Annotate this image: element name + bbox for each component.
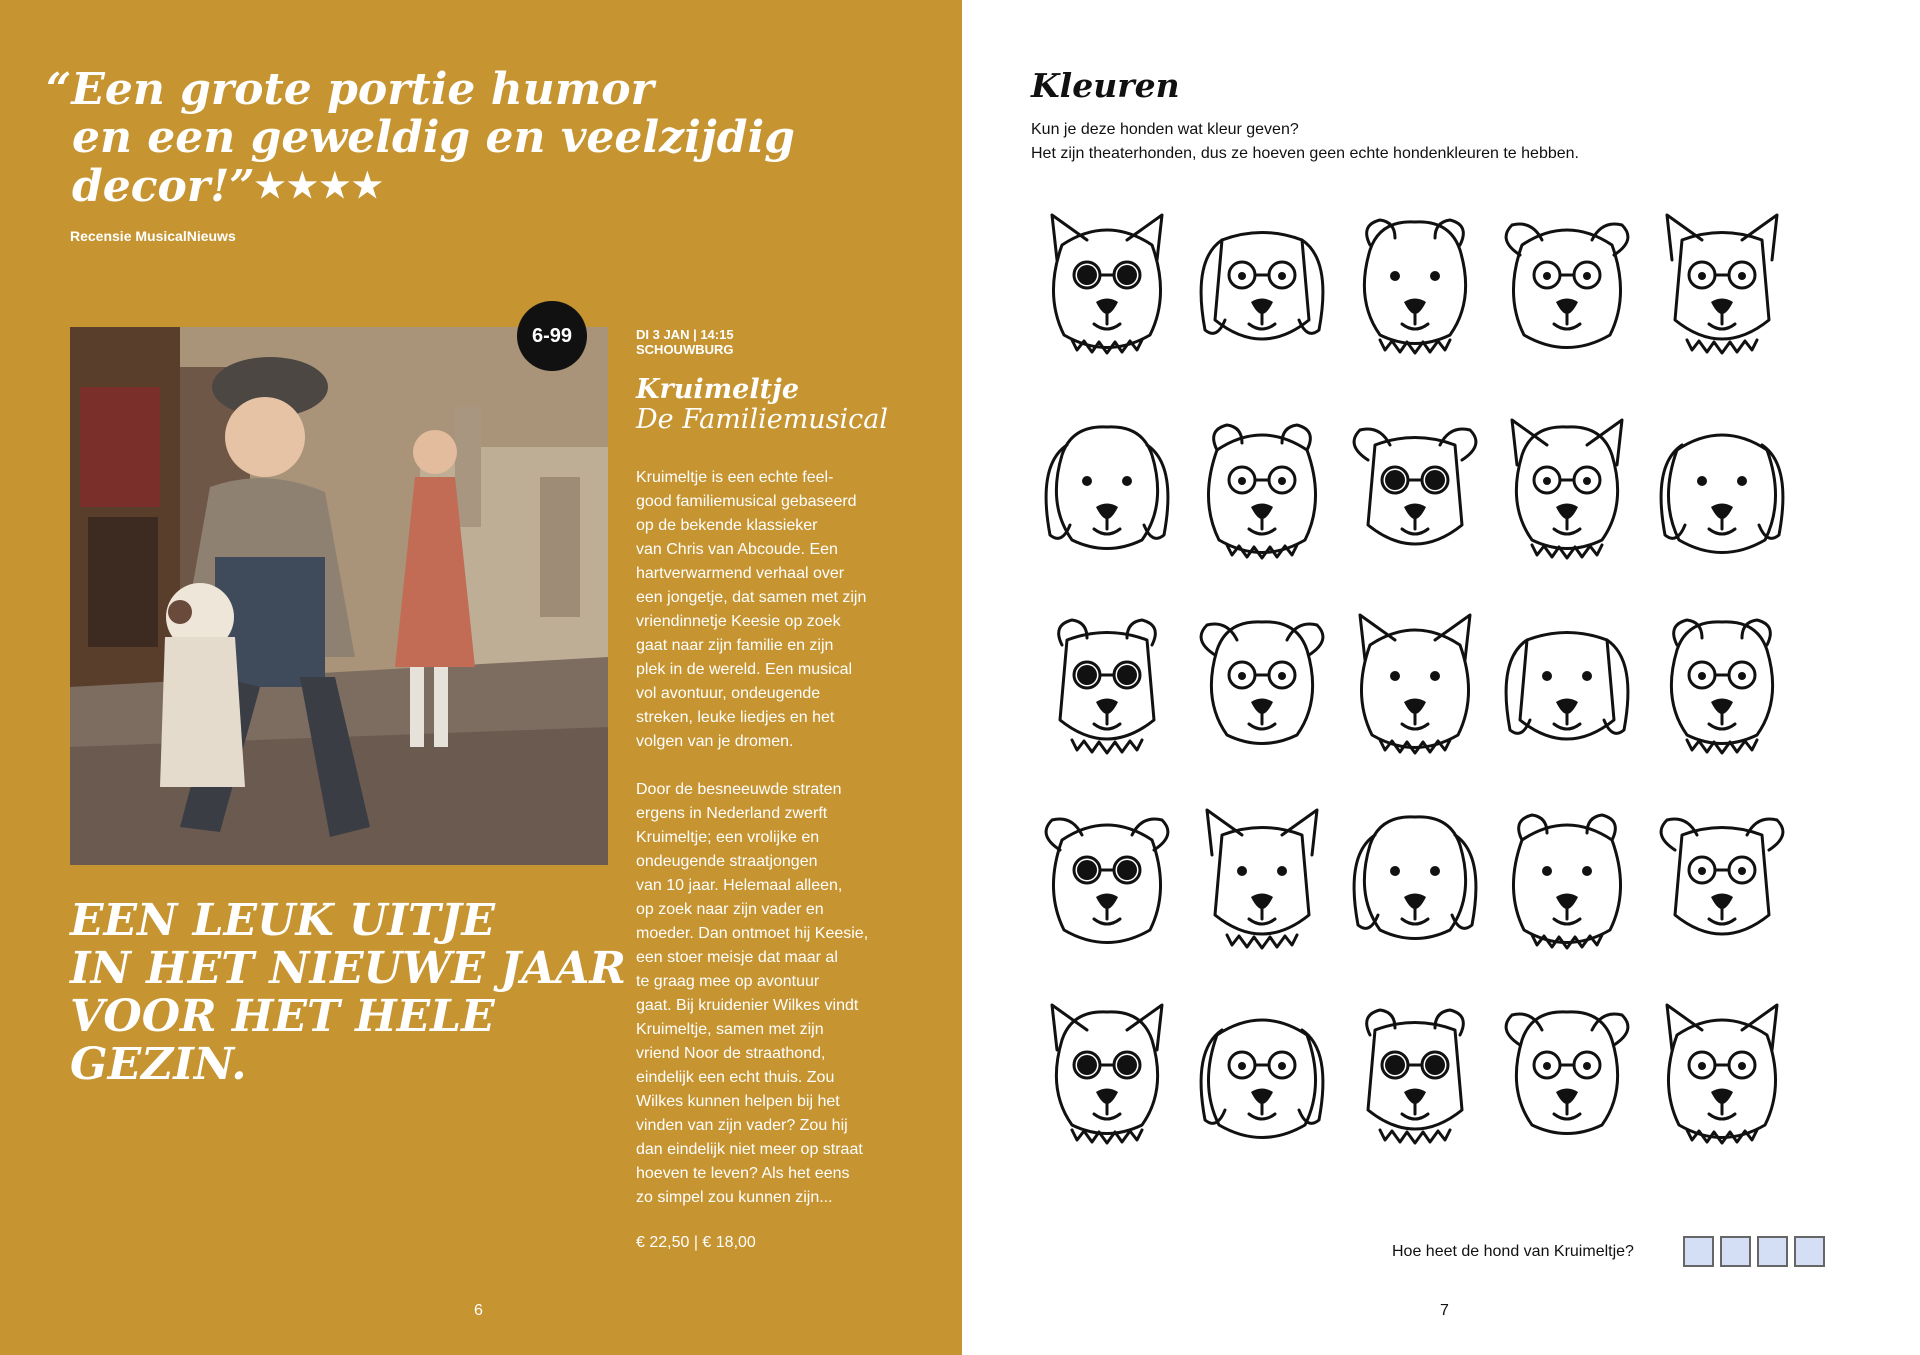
star-rating: ★★★★ (254, 166, 385, 206)
dog-drawing[interactable] (1340, 405, 1490, 575)
dog-drawing[interactable] (1492, 990, 1642, 1160)
dog-drawing[interactable] (1187, 405, 1337, 575)
description-line: op de bekende klassieker (636, 517, 818, 534)
review-quote (46, 66, 886, 211)
quote-line-2: en een geweldig en veelzijdig (72, 112, 795, 163)
description-line: Kruimeltje, samen met zijn (636, 1021, 824, 1038)
right-page (962, 0, 1920, 1355)
page-number-left: 6 (474, 1302, 483, 1319)
description-line: op zoek naar zijn vader en (636, 901, 824, 918)
answer-letter-box[interactable] (1794, 1236, 1825, 1267)
description-line: vriendinnetje Keesie op zoek (636, 613, 841, 630)
description-line: plek in de wereld. Een musical (636, 661, 853, 678)
description-line: van 10 jaar. Helemaal alleen, (636, 877, 843, 894)
description-line: dan eindelijk niet meer op straat (636, 1141, 863, 1158)
description-line: hoeven te leven? Als het eens (636, 1165, 850, 1182)
show-meta (636, 327, 734, 357)
description-line: van Chris van Abcoude. Een (636, 541, 838, 558)
show-description (636, 466, 906, 1210)
description-line: Wilkes kunnen helpen bij het (636, 1093, 840, 1110)
description-line: een stoer meisje dat maar al (636, 949, 838, 966)
headline (70, 897, 630, 1089)
description-line: hartverwarmend verhaal over (636, 565, 845, 582)
description-line: eindelijk een echt thuis. Zou (636, 1069, 835, 1086)
colouring-title: Kleuren (1031, 66, 1180, 105)
show-subtitle: De Familiemusical (636, 404, 889, 435)
headline-line-1: EEN LEUK UITJE (70, 895, 496, 946)
description-line: gaat naar zijn familie en zijn (636, 637, 834, 654)
answer-letter-box[interactable] (1683, 1236, 1714, 1267)
description-line: vriend Noor de straathond, (636, 1045, 826, 1062)
show-title: Kruimeltje (636, 374, 800, 405)
quote-line-3: decor!” (72, 161, 255, 212)
description-line: moeder. Dan ontmoet hij Keesie, (636, 925, 869, 942)
instruction-line-1: Kun je deze honden wat kleur geven? (1031, 121, 1299, 138)
age-badge: 6-99 (517, 301, 587, 371)
answer-letter-box[interactable] (1720, 1236, 1751, 1267)
dog-drawing[interactable] (1032, 990, 1182, 1160)
instruction-line-2: Het zijn theaterhonden, dus ze hoeven geen echte hondenkleuren te hebben. (1031, 145, 1579, 162)
page-number-right: 7 (1440, 1302, 1449, 1319)
dog-drawing[interactable] (1032, 405, 1182, 575)
dog-drawing[interactable] (1647, 990, 1797, 1160)
headline-line-4: GEZIN. (70, 1039, 247, 1090)
dog-drawing[interactable] (1647, 405, 1797, 575)
dog-drawing[interactable] (1492, 200, 1642, 370)
dog-drawing[interactable] (1340, 990, 1490, 1160)
answer-boxes (1683, 1236, 1825, 1267)
description-line: gaat. Bij kruidenier Wilkes vindt (636, 997, 859, 1014)
dog-drawing[interactable] (1187, 600, 1337, 770)
dog-drawing[interactable] (1187, 795, 1337, 965)
dog-drawing[interactable] (1187, 990, 1337, 1160)
quote-line-1: “Een grote portie humor (46, 64, 654, 115)
show-date-time: DI 3 JAN | 14:15 (636, 327, 734, 342)
show-photo (70, 327, 608, 865)
dog-drawing[interactable] (1032, 600, 1182, 770)
show-venue: SCHOUWBURG (636, 342, 734, 357)
description-line: Kruimeltje; een vrolijke en (636, 829, 820, 846)
colouring-instructions (1031, 118, 1579, 166)
paragraph-gap (636, 754, 906, 778)
description-line: een jongetje, dat samen met zijn (636, 589, 867, 606)
headline-line-2: IN HET NIEUWE JAAR (70, 943, 626, 994)
dog-drawing[interactable] (1032, 795, 1182, 965)
dog-drawing[interactable] (1492, 405, 1642, 575)
review-source: Recensie MusicalNieuws (70, 228, 236, 244)
dog-drawing[interactable] (1340, 200, 1490, 370)
description-line: zo simpel zou kunnen zijn... (636, 1189, 833, 1206)
dog-drawing[interactable] (1647, 600, 1797, 770)
dog-drawing[interactable] (1492, 795, 1642, 965)
description-line: ergens in Nederland zwerft (636, 805, 828, 822)
description-line: ondeugende straatjongen (636, 853, 818, 870)
description-line: volgen van je dromen. (636, 733, 794, 750)
dog-drawing[interactable] (1492, 600, 1642, 770)
headline-line-3: VOOR HET HELE (70, 991, 495, 1042)
description-line: streken, leuke liedjes en het (636, 709, 835, 726)
dog-drawing[interactable] (1340, 600, 1490, 770)
description-line: vol avontuur, ondeugende (636, 685, 821, 702)
dog-drawing[interactable] (1032, 200, 1182, 370)
quiz-question: Hoe heet de hond van Kruimeltje? (1392, 1243, 1634, 1260)
description-line: te graag mee op avontuur (636, 973, 820, 990)
description-line: vinden van zijn vader? Zou hij (636, 1117, 848, 1134)
dog-drawing[interactable] (1647, 200, 1797, 370)
description-line: Kruimeltje is een echte feel- (636, 469, 834, 486)
dog-drawing[interactable] (1187, 200, 1337, 370)
ticket-price: € 22,50 | € 18,00 (636, 1234, 756, 1251)
dog-drawing[interactable] (1340, 795, 1490, 965)
description-line: good familiemusical gebaseerd (636, 493, 857, 510)
dog-drawing[interactable] (1647, 795, 1797, 965)
description-line: Door de besneeuwde straten (636, 781, 842, 798)
answer-letter-box[interactable] (1757, 1236, 1788, 1267)
